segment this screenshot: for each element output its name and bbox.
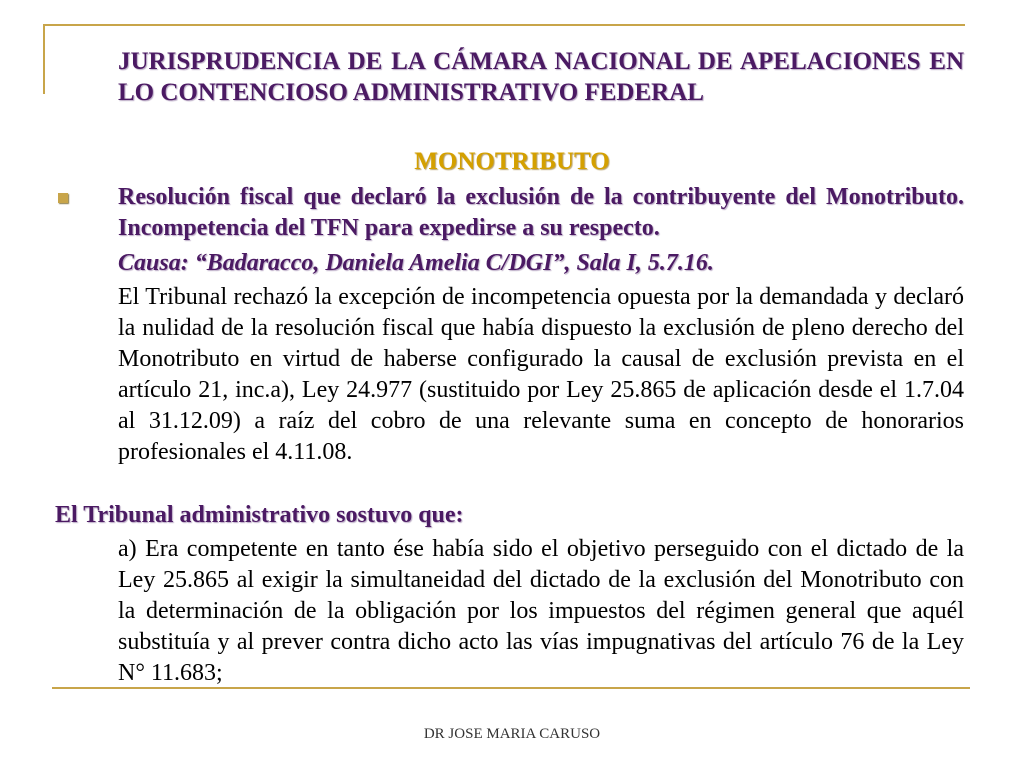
paragraph-1: El Tribunal rechazó la excepción de incompetencia opuesta por la demandada y declaró la nulidad de la resolución fiscal que había dispuesto la exclusión de pleno derecho del Monotributo en virtud de haberse configurado la causal de exclusión prevista en el artículo 21, inc.a), Ley 24.977 (sustituido por Ley 25.865 de aplicación desde el 1.7.04 al 31.12.09) a raíz del cobro de una relevante suma en concepto de honorarios profesionales el 4.11.08. [118,284,964,465]
section-heading: El Tribunal administrativo sostuvo que: [55,502,464,528]
slide-subtitle: MONOTRIBUTO [414,148,610,175]
bullet-text: Resolución fiscal que declaró la exclusión de la contribuyente del Monotributo. Incompetencia del TFN para expedirse a su respecto. [118,184,964,241]
footer-author: DR JOSE MARIA CARUSO [423,726,601,742]
paragraph-a: a) Era competente en tanto ése había sido el objetivo perseguido con el dictado de la Ley 25.865 al exigir la simultaneidad del dictado de la exclusión del Monotributo con la determinación de la obligación por los impuestos del régimen general que aquél substituía y al prever contra dicho acto las vías impugnativas del artículo 76 de la Ley N° 11.683; [118,536,964,686]
square-bullet-icon [58,193,68,203]
causa-citation: Causa: “Badaracco, Daniela Amelia C/DGI”, Sala I, 5.7.16. [118,250,714,276]
slide-title: JURISPRUDENCIA DE LA CÁMARA NACIONAL DE APELACIONES EN LO CONTENCIOSO ADMINISTRATIVO FEDERAL [118,48,964,106]
